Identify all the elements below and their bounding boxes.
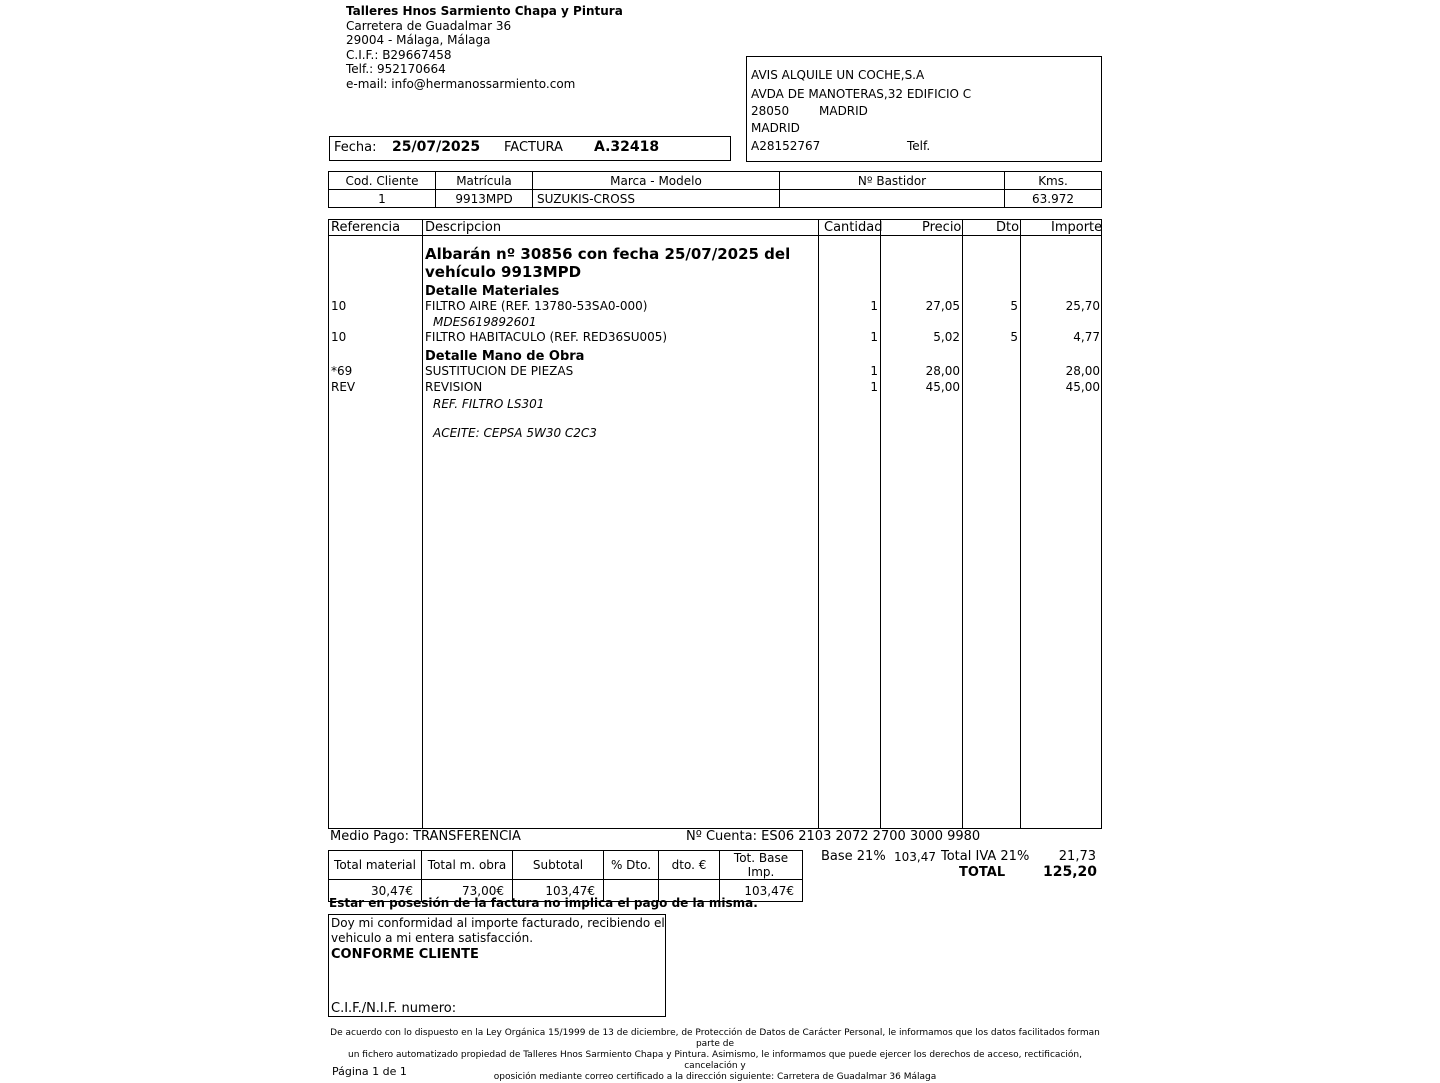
iva-label: Total IVA 21%: [941, 849, 1030, 864]
row-amount: 28,00: [1065, 364, 1100, 378]
row-price: 28,00: [925, 364, 960, 378]
row-reference: *69: [331, 364, 353, 378]
vehicle-chassis: [780, 190, 1005, 208]
payment-method: Medio Pago: TRANSFERENCIA: [330, 829, 521, 844]
vehicle-kms: 63.972: [1005, 190, 1102, 208]
header-model: Marca - Modelo: [533, 172, 780, 190]
row-amount: 25,70: [1065, 299, 1100, 313]
row-description: SUSTITUCION DE PIEZAS: [425, 364, 574, 378]
row-reference: 10: [331, 330, 347, 344]
totals-header-row: [329, 851, 803, 880]
legal-line3: oposición mediante correo certificado a la dirección siguiente: Carretera de Guadalmar 36 Málaga: [493, 1072, 937, 1082]
company-name: Talleres Hnos Sarmiento Chapa y Pintura: [346, 4, 623, 18]
row-description: FILTRO HABITACULO (REF. RED36SU005): [425, 330, 668, 344]
row-quantity: 1: [870, 364, 878, 378]
company-phone: Telf.: 952170664: [346, 62, 446, 76]
vehicle-header-row: [329, 172, 1102, 190]
legal-line1: De acuerdo con lo dispuesto en la Ley Orgánica 15/1999 de 13 de diciembre, de Protección de Datos de Carácter Personal, le informamos que los datos facilitados forman parte de: [330, 1028, 1100, 1049]
row-quantity: 1: [870, 380, 878, 394]
vehicle-model: SUZUKIS-CROSS: [533, 190, 780, 208]
company-city: 29004 - Málaga, Málaga: [346, 33, 491, 47]
col-header-reference: Referencia: [331, 220, 401, 235]
legal-line2: un fichero automatizado propiedad de Talleres Hnos Sarmiento Chapa y Pintura. Asimismo, le informamos que puede ejercer los derechos de acceso, rectificación, cancelación y: [348, 1050, 1082, 1071]
totals-header-discount-eur: dto. €: [659, 851, 720, 880]
delivery-note-heading: [425, 245, 790, 281]
totals-header-material: Total material: [329, 851, 422, 880]
totals-header-subtotal: Subtotal: [513, 851, 604, 880]
col-header-discount: Dto: [996, 220, 1020, 235]
header-plate: Matrícula: [436, 172, 533, 190]
invoice-type: FACTURA: [504, 140, 563, 155]
row-amount: 4,77: [1073, 330, 1100, 344]
client-code: 1: [329, 190, 436, 208]
conformity-text-line2: vehiculo a mi entera satisfacción.: [331, 930, 534, 945]
col-divider-ref: [422, 219, 423, 829]
base-label: Base 21%: [821, 849, 886, 864]
row-price: 27,05: [925, 299, 960, 313]
header-kms: Kms.: [1005, 172, 1102, 190]
row-price: 45,00: [925, 380, 960, 394]
col-header-description: Descripcion: [425, 220, 502, 235]
client-address: AVDA DE MANOTERAS,32 EDIFICIO C: [751, 87, 972, 101]
totals-header-discount-pct: % Dto.: [604, 851, 659, 880]
vehicle-table: [328, 171, 1102, 208]
total-label: TOTAL: [959, 865, 1006, 880]
col-divider-qty: [880, 219, 881, 829]
client-province: MADRID: [751, 121, 800, 135]
invoice-number: A.32418: [594, 139, 660, 155]
col-header-amount: Importe: [1051, 220, 1103, 235]
col-divider-price: [962, 219, 963, 829]
totals-table: [328, 850, 803, 902]
cif-label: C.I.F./N.I.F. numero:: [331, 1001, 457, 1016]
client-nif: A28152767: [751, 139, 821, 153]
company-email: e-mail: info@hermanossarmiento.com: [346, 76, 576, 91]
header-client-code: Cod. Cliente: [329, 172, 436, 190]
row-reference: 10: [331, 299, 347, 313]
iva-value: 21,73: [1058, 849, 1096, 864]
bank-account: Nº Cuenta: ES06 2103 2072 2700 3000 9980: [686, 829, 981, 844]
col-divider-dto: [1020, 219, 1021, 829]
invoice-date: 25/07/2025: [392, 139, 481, 155]
base-value: 103,47: [894, 850, 936, 864]
total-material: 30,47€: [329, 880, 422, 902]
conformity-title: CONFORME CLIENTE: [331, 947, 479, 962]
labor-note: ACEITE: CEPSA 5W30 C2C3: [433, 426, 597, 440]
totals-header-base: Tot. Base Imp.: [720, 851, 803, 880]
client-phone-label: Telf.: [907, 139, 931, 153]
row-note: MDES619892601: [433, 315, 537, 329]
client-postal-code: 28050: [751, 104, 790, 118]
lines-header-divider: [328, 235, 1102, 236]
row-reference: REV: [331, 380, 356, 394]
tax-base: 103,47€: [720, 880, 803, 902]
delivery-note-line1: Albarán nº 30856 con fecha 25/07/2025 del: [425, 245, 791, 263]
header-chassis: Nº Bastidor: [780, 172, 1005, 190]
subtotal: 103,47€: [513, 880, 604, 902]
row-discount: 5: [1010, 330, 1018, 344]
vehicle-plate: 9913MPD: [436, 190, 533, 208]
invoice-info-box: [329, 136, 731, 161]
totals-header-labor: Total m. obra: [422, 851, 513, 880]
total-labor: 73,00€: [422, 880, 513, 902]
labor-title: Detalle Mano de Obra: [425, 349, 585, 364]
materials-title: Detalle Materiales: [425, 284, 560, 299]
possession-note: Estar en posesión de la factura no implica el pago de la misma.: [329, 896, 758, 910]
conformity-text-line1: Doy mi conformidad al importe facturado, recibiendo el: [331, 916, 665, 930]
row-description: FILTRO AIRE (REF. 13780-53SA0-000): [425, 299, 648, 313]
row-quantity: 1: [870, 299, 878, 313]
delivery-note-line2: vehículo 9913MPD: [425, 263, 582, 281]
company-cif: C.I.F.: B29667458: [346, 47, 452, 62]
row-discount: 5: [1010, 299, 1018, 313]
row-description: REVISION: [425, 380, 483, 394]
client-city: MADRID: [819, 104, 868, 118]
col-header-quantity: Cantidad: [824, 220, 883, 235]
row-price: 5,02: [933, 330, 960, 344]
total-value: 125,20: [1042, 864, 1097, 880]
labor-note: REF. FILTRO LS301: [433, 397, 545, 411]
vehicle-data-row: [329, 190, 1102, 208]
conformity-box: [328, 914, 666, 1017]
legal-notice: [330, 1028, 1100, 1083]
row-quantity: 1: [870, 330, 878, 344]
client-name: AVIS ALQUILE UN COCHE,S.A: [751, 68, 925, 82]
row-amount: 45,00: [1065, 380, 1100, 394]
company-address: Carretera de Guadalmar 36: [346, 18, 512, 33]
company-header: [346, 4, 623, 91]
date-label: Fecha:: [334, 140, 377, 155]
page-number: Página 1 de 1: [332, 1065, 407, 1078]
col-divider-desc: [818, 219, 819, 829]
client-box: [746, 56, 1102, 162]
col-header-price: Precio: [922, 220, 962, 235]
